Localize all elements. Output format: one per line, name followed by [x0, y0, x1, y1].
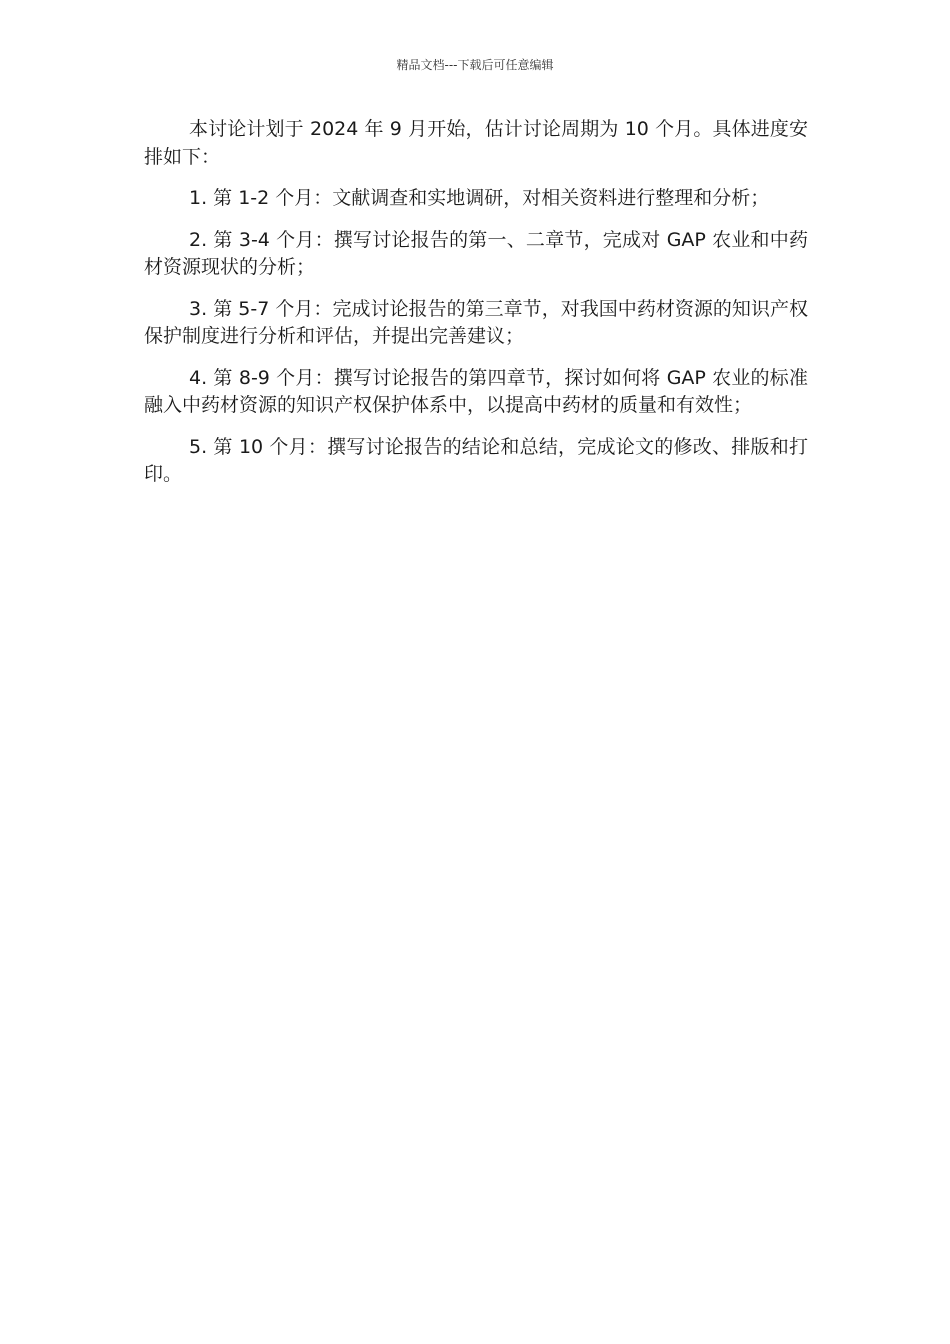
schedule-item-4: 4. 第 8-9 个月：撰写讨论报告的第四章节，探讨如何将 GAP 农业的标准融入中药材资源的知识产权保护体系中，以提高中药材的质量和有效性；	[144, 366, 808, 416]
schedule-item-3: 3. 第 5-7 个月：完成讨论报告的第三章节，对我国中药材资源的知识产权保护制度进行分析和评估，并提出完善建议；	[144, 297, 808, 347]
schedule-item-2: 2. 第 3-4 个月：撰写讨论报告的第一、二章节，完成对 GAP 农业和中药材资源现状的分析；	[144, 228, 808, 278]
page-header: 精品文档---下载后可任意编辑	[396, 58, 554, 72]
document-body	[144, 116, 808, 503]
intro-paragraph: 本讨论计划于 2024 年 9 月开始，估计讨论周期为 10 个月。具体进度安排如下：	[144, 118, 808, 168]
schedule-item-1: 1. 第 1-2 个月：文献调查和实地调研，对相关资料进行整理和分析；	[189, 187, 770, 209]
schedule-item-5: 5. 第 10 个月：撰写讨论报告的结论和总结，完成论文的修改、排版和打印。	[144, 435, 808, 485]
